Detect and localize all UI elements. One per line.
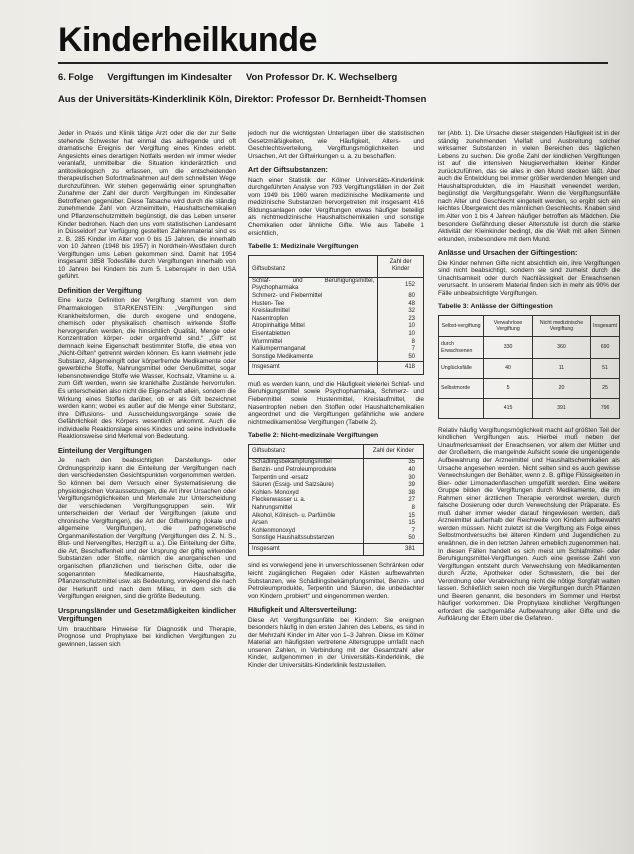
table-cell: 48: [378, 301, 424, 309]
paragraph: Je nach den beabsichtigten Darstellungs- oder Ordnungsprinzip kann die Einteilung der Vergiftungen nach den verschiedensten Gesichtspunkten vorgenommen werden. So können bei dem Versuch einer Systematisierung die physiologischen Voraussetzungen, die Art ihrer Ursachen oder Vergiftungsmöglichkeiten und Merkmale zur Unterscheidung der verschiedenen Vergiftungsgruppen sein. Wir unterscheiden der Verlauf der Vergiftungen (akute und chronische Vergiftungen), die Art der Giftwirkung (lokale und allgemeine Vergiftungen), die pathogenetische Organmanifestation der Vergiftung (Vergiftungen des Z. N. S., Blut- und Nervengiftes, Herzgift u. a.). Die Einteilung der Gifte, die Art, Beschaffenheit und der Ursprung der giftig wirkenden Substanzen oder Stoffe, nämlich die anorganischen und organischen pflanzlichen und tierischen Gifte, oder die sogenannten Medikamente, Haushaltsgifte, Pflanzenschutzmittel usw. als Bedeutung, vorwiegend die nach der Herkunft und nach dem Milieu, in dem sich die Vergiftungen ereignen, sind die größte Bedeutung.: [58, 457, 236, 601]
title-rule: [58, 62, 608, 64]
table-cell: Atropinhaltige Mittel: [252, 323, 305, 330]
table-cell: 40: [484, 358, 533, 378]
table-cell: 360: [532, 337, 590, 358]
paragraph: sind es vorwiegend jene in unverschlossenen Schränken oder leicht zugänglichen Regalen oder Kästen aufbewahrten Substanzen, wie Schädlingsbekämpfungsmittel, Benzin- und Petroleumprodukte, Terpentin und Säuren, die unbedachter von Kindern „probiert“ und eingenommen werden.: [248, 562, 424, 600]
section-heading: Art der Giftsubstanzen:: [248, 165, 328, 175]
table-caption: Tabelle 1: Medizinale Vergiftungen: [248, 243, 359, 251]
table-cell: 8: [363, 505, 423, 513]
table-row: [439, 337, 620, 358]
table-row: [249, 331, 424, 339]
paragraph: ter (Abb. 1). Die Ursache dieser steigenden Häufigkeit ist in der ständig zunehmenden Vielfalt und Ausbreitung solcher wirksamer Substanzen in vielen Bereichen des täglichen Lebens zu suchen. Die große Zahl der kindlichen Vergiftungen ist auf die intensiven Neugierverhalten kleiner Kinder zurückzuführen, das sie alles in den Mund stecken läßt. Aber auch die Entwicklung bei immer größer werdenden Mengen und Haushaltsprodukten, die im Haushalt verwendet werden, begünstigt die Vergiftungsgefahr. Wenn die Vergiftungsunfälle nach Alter und Geschlecht eingeteilt werden, so ergibt sich ein leichtes Übergewicht des männlichen Geschlechts. Knaben sind im Alter von 1 bis 4 Jahren häufiger betroffen als Mädchen. Die besondere Gefährdung dieser Altersstufe ist durch die starke Aktivität der Kleinkinder bedingt, die die Welt mit allen Sinnen erkunden, insbesondere mit dem Mund.: [438, 130, 620, 243]
section-heading: Häufigkeit und Altersverteilung:: [248, 605, 357, 615]
table-cell: Husten- Tee: [252, 300, 285, 307]
table-row: [249, 513, 424, 521]
table-cell: 5: [484, 378, 533, 398]
table-cell: 796: [591, 398, 620, 418]
table-cell: Insgesamt: [249, 362, 378, 375]
table-cell: Arsen: [252, 520, 268, 527]
table-cell: Sonstige Medikamente: [252, 353, 314, 360]
table-cell: 10: [378, 323, 424, 331]
table-row: [249, 467, 424, 475]
table-cell: 51: [591, 358, 620, 378]
table-cell: 7: [378, 346, 424, 354]
paragraph: [58, 626, 236, 649]
table-cell: 30: [363, 475, 423, 483]
paragraph: Die Kinder nehmen Gifte nicht absichtlich ein, ihre Vergiftungen sind nicht beabsichtigt, sondern sie sind zumeist durch die Unachtsamkeit oder durch Nachlässigkeit der Erwachsenen verursacht. In unserem Material finden sich in mehr als 90% der Fälle unbeabsichtigte Vergiftungen.: [438, 259, 620, 297]
table-row: [249, 505, 424, 513]
table-cell: 23: [378, 316, 424, 324]
table-cell: 418: [378, 362, 424, 375]
table-cell: 10: [378, 331, 424, 339]
table-cell: 40: [363, 467, 423, 475]
table-caption: Tabelle 2: Nicht-medizinale Vergiftungen: [248, 432, 379, 440]
table-total-row: [249, 362, 424, 375]
table-cell: 152: [378, 277, 424, 293]
affiliation: Aus der Universitäts-Kinderklinik Köln, Direktor: Professor Dr. Bernheidt-Thomsen: [58, 93, 427, 104]
table-cell: Terpentin und -ersatz: [252, 474, 309, 481]
table-row: [439, 398, 620, 418]
table-caption: Tabelle 3: Anlässe der Giftingestion: [438, 303, 553, 311]
table-header: Zahl der Kinder: [378, 255, 424, 277]
table-cell: Nahrungsmittel: [252, 504, 293, 511]
table-row: [249, 339, 424, 347]
series-line: [58, 70, 608, 83]
table-header: Zahl der Kinder: [363, 444, 423, 459]
table-row: [249, 497, 424, 505]
section-heading: Einteilung der Vergiftungen: [58, 445, 152, 455]
table-cell: 27: [363, 497, 423, 505]
table-cell: Kreislaufmittel: [252, 308, 290, 315]
table-cell: 35: [363, 459, 423, 467]
section-heading: Ursprungsländer und Gesetzmäßigkeiten kindlicher Vergiftungen: [58, 605, 236, 624]
table-cell: 330: [484, 337, 533, 358]
table-medizinale-vergiftungen: [248, 255, 424, 375]
table-cell: Kohlenmonoxyd: [252, 527, 296, 534]
table-row: [249, 459, 424, 467]
table-row: [439, 378, 620, 398]
table-cell: Insgesamt: [249, 543, 364, 556]
table-row: [249, 323, 424, 331]
table-total-row: [249, 543, 424, 556]
series-title: Vergiftungen im Kindesalter: [107, 71, 232, 82]
paragraph: Jeder in Praxis und Klinik tätige Arzt oder die der zur Seite stehende Schwester hat einmal das aufregende und oft dramatische Ereignis der Vergiftung eines Kindes erlebt. Angesichts eines derartigen Notfalls werden wir immer wieder veranlaßt, unmittelbar die Situation kinderärztlich und antitoxikologisch zu erfassen, um die entscheidenden therapeutischen Sofortmaßnahmen auf dem schnellsten Wege durchzuführen. Wir stehen gegenwärtig einer sprunghaften Zunahme der Zahl der durch Vergiftungen im Kindesalter Betroffenen gegenüber. Diese Tatsache wird durch die ständig zunehmende Zahl von Arzneimitteln, Haushaltschemikalien und Pflanzenschutzmitteln begünstigt, die das Leben unserer Kinder bedrohen. Nach den uns vom statistischen Landesamt in Düsseldorf zur Verfügung gestellten Zahlenmaterial sind es z. B. 285 Kinder im Alter von 0 bis 15 Jahren, die innerhalb von 10 Jahren (1948 bis 1957) in Nordrhein-Westfalen durch Vergiftungen ums Leben gekommen sind. Damit hat 1954 insgesamt 3858 Todesfälle durch Vergiftungen innerhalb von 10 Jahren bei Kindern bis zum 5. Lebensjahr in den USA geführt.: [58, 130, 236, 281]
table-cell: Schädlingsbekämpfungsmittel: [252, 459, 332, 466]
table-cell: Schmerz- und Fiebermittel: [252, 292, 323, 299]
text-column-3: [438, 130, 620, 842]
paragraph: Nach einer Statistik der Kölner Universitäts-Kinderklinik durchgeführten Analyse von 793 Vergiftungsfällen in der Zeit vom 1949 bis 1960 waren medizinische Medikamente und medizinische Substanzen hervorgetreten mit insgesamt 416 Bildungsanlagen oder Vergiftungen etwas häufiger beteiligt als nichtmedizinische Haushaltschemikalien und sonstige Chemikalien oder ähnliche Gifte. Wie aus Tabelle 1 ersichtlich,: [248, 176, 424, 237]
table-cell: 50: [378, 354, 424, 362]
paragraph: Relativ häufig Vergiftungsmöglichkeit macht auf größten Teil der kindlichen Vergiftungen aus. Hierbei muß neben der Unaufmerksamkeit der Erwachsenen, vor allem der Mütter und der Großeltern, die mangelnde Aufsicht sowie die ungenügende Aufbewahrung der Arzneimittel und Haushaltschemikalien als Ursache angesehen werden. Nicht selten sind es auch gewisse Verwechslungen der Behälter, wenn z. B. giftige Flüssigkeiten in Bier- oder Limonadenflaschen umgefüllt werden. Eine weitere Gruppe bilden die Vergiftungen durch Medikamente, die im Rahmen einer ärztlichen Therapie verordnet werden, durch falsche Dosierung oder durch Verwechslung der Präparate. Es muß daher immer wieder darauf hingewiesen werden, daß Arzneimittel außerhalb der Reichweite von Kindern aufbewahrt werden müssen. Nicht zuletzt ist die Vergiftung als Folge eines Selbstmordversuchs bei älteren Kindern und Jugendlichen zu erwähnen, die in den letzten Jahren erheblich zugenommen hat. In diesen Fällen handelt es sich meist um Schlafmittel- oder Beruhigungsmittel-Vergiftungen. Auch eine gewisse Zahl von Vergiftungen entsteht durch Verwechslung von Medikamenten durch Ärzte, Apotheker oder Schwestern, die bei der Verordnung oder Verabreichung nicht die nötige Sorgfalt walten lassen. Schließlich seien noch die Vergiftungen durch Pflanzen und Beeren genannt, die besonders im Sommer und Herbst häufiger vorkommen. Die Prophylaxe kindlicher Vergiftungen erfordert die sachgemäße Aufbewahrung aller Gifte und die Aufklärung der Eltern über die Gefahren.: [438, 426, 620, 623]
table-cell: 38: [363, 490, 423, 498]
table-cell: 391: [532, 398, 590, 418]
table-row: [249, 316, 424, 324]
table-cell: Alkohol, Kölnisch- u. Parfümöle: [252, 512, 336, 519]
table-row: [249, 482, 424, 490]
table-cell: [439, 398, 484, 418]
table-row: [249, 475, 424, 483]
table-cell: Kaliumpermanganat: [252, 346, 306, 353]
table-row: [249, 528, 424, 536]
table-anlaesse: [438, 315, 620, 419]
table-row: [249, 301, 424, 309]
table-row: [249, 346, 424, 354]
section-heading: Definition der Vergiftung: [58, 285, 142, 295]
table-cell: Schlaf- und Beruhigungsmittel, Psychopharmaka: [252, 277, 375, 292]
table-cell: 381: [363, 543, 423, 556]
table-cell: Nasentropfen: [252, 315, 289, 322]
table-cell: Sonstige Haushaltssubstanzen: [252, 535, 335, 542]
text-column-2: [248, 130, 424, 842]
table-cell: 690: [591, 337, 620, 358]
table-row: [249, 520, 424, 528]
table-cell: 8: [378, 339, 424, 347]
table-row: [249, 293, 424, 301]
table-cell: Benzin- und Petroleumprodukte: [252, 466, 337, 473]
series-number: 6. Folge: [58, 71, 94, 82]
table-row: [249, 490, 424, 498]
table-row: [439, 358, 620, 378]
paragraph: Diese Art Vergiftungsunfälle bei Kindern: Sie ereignen besonders häufig in den ersten Jahren des Lebens, es sind in der Mehrzahl Kinder im Alter von 1–3 Jahren. Diese im Kölner Material am häufigsten vertretene Altersgruppe umfaßt nach unseren Zahlen, in Verbindung mit der Gesamtzahl aller Kinder, aufgenommen in der Universitäts-Kinderklinik, die Kinder der Universitäts-Kinderklinik festzustellen.: [248, 616, 424, 669]
table-cell: Kohlen- Monoxyd: [252, 489, 299, 496]
table-cell: 50: [363, 535, 423, 543]
table-cell: 7: [363, 528, 423, 536]
table-cell: 20: [532, 378, 590, 398]
table-row: [249, 277, 424, 293]
table-header: Giftsubstanz: [249, 444, 364, 459]
table-nicht-medizinale-vergiftungen: [248, 444, 424, 557]
masthead: [58, 22, 608, 105]
page-title: Kinderheilkunde: [58, 21, 317, 59]
text-column-1: [58, 130, 236, 842]
table-row: [249, 308, 424, 316]
table-cell: durch Erwachsenen: [439, 337, 484, 358]
paragraph: Eine kurze Definition der Vergiftung stammt von dem Pharmakologen STARKENSTEIN: „Vergiftungen sind Krankheitsformen, die durch exogene und endogene, chemisch oder physikalisch chemisch wirkende Stoffe hervorgerufen werden, die hinsichtlich Qualität, Menge oder Konzentration körper- oder organfremd sind.“ „Gift“ ist demnach keine Eigenschaft bestimmter Stoffe, die etwa von „Nicht-Giften“ getrennt werden können. Es kann vielmehr jede Substanz, Allgemeingift oder körperfremde Medikamente oder gewerbliche Stoffe, Nahrungsmittel oder Genußmittel, sogar lebensnotwendige Stoffe wie Wasser, Kochsalz, Vitamine u. a. zum Gift werden, wenn sie krankhafte Zustände hervorrufen. Es unterscheiden also nicht die Eigenschaft allein, sondern die Wirkung eines Stoffes darüber, ob er als Gift bezeichnet werden kann; wobei es außer auf die Menge einer Substanz, ihre Diffusions- und Ausscheidungsvorgänge sowie die Gefährlichkeit des Körpers wesentlich ankommt. Auch die individuelle Reaktionslage eines Kindes und seine individuelle Reaktionsweise sind Merkmal von Bedeutung.: [58, 297, 236, 441]
table-row: [249, 535, 424, 543]
paragraph: jedoch nur die wichtigsten Unterlagen über die statistischen Gesetzmäßigkeiten, wie Häufigkeit, Alters- und Geschlechtsverteilung, Vergiftungsmöglichkeiten und Ursachen, Art der Giftwirkungen u. a. zu beschaffen.: [248, 130, 424, 160]
table-cell: Eisentabletten: [252, 330, 291, 337]
table-cell: 39: [363, 482, 423, 490]
paragraph-text: Um brauchbare Hinweise für Diagnostik und Therapie, Prognose und Prophylaxe bei kindlichen Vergiftungen zu gewinnen, lassen sich: [58, 625, 236, 648]
table-cell: 11: [532, 358, 590, 378]
table-header: Giftsubstanz: [249, 255, 378, 277]
table-header: Nicht medizinische Vergiftung: [532, 315, 590, 336]
table-cell: 415: [484, 398, 533, 418]
table-cell: 80: [378, 293, 424, 301]
table-cell: 15: [363, 513, 423, 521]
table-cell: Säuren (Essig- und Salzsäure): [252, 482, 334, 489]
table-row: [249, 354, 424, 362]
table-cell: Unglücksfälle: [439, 358, 484, 378]
author-line: Von Professor Dr. K. Wechselberg: [245, 71, 398, 82]
section-heading: Anlässe und Ursachen der Giftingestion:: [438, 248, 578, 258]
table-cell: 32: [378, 308, 424, 316]
table-cell: Selbstmorde: [439, 378, 484, 398]
table-header: Verwahrlose Vergiftung: [484, 315, 533, 336]
table-cell: 15: [363, 520, 423, 528]
table-cell: Fleckenwasser u. a.: [252, 497, 306, 504]
table-header: Selbst-vergiftung: [439, 315, 484, 336]
table-header: Insgesamt: [591, 315, 620, 336]
table-cell: Wurmmittel: [252, 338, 283, 345]
paragraph: muß es werden kann, und die Häufigkeit vielerlei Schlaf- und Beruhigungsmittel sowie Psychopharmaka, Schmerz- und Fiebermittel sowie Hustenmittel, Kreislaufmittel, die Nasentropfen neben den Stoffen oder Haushaltchemikalien angeordnet und die Vergiftungen gefährliche wie andere nichtmedikamentöse Vergiftungen (Tabelle 2).: [248, 380, 424, 426]
table-cell: 25: [591, 378, 620, 398]
